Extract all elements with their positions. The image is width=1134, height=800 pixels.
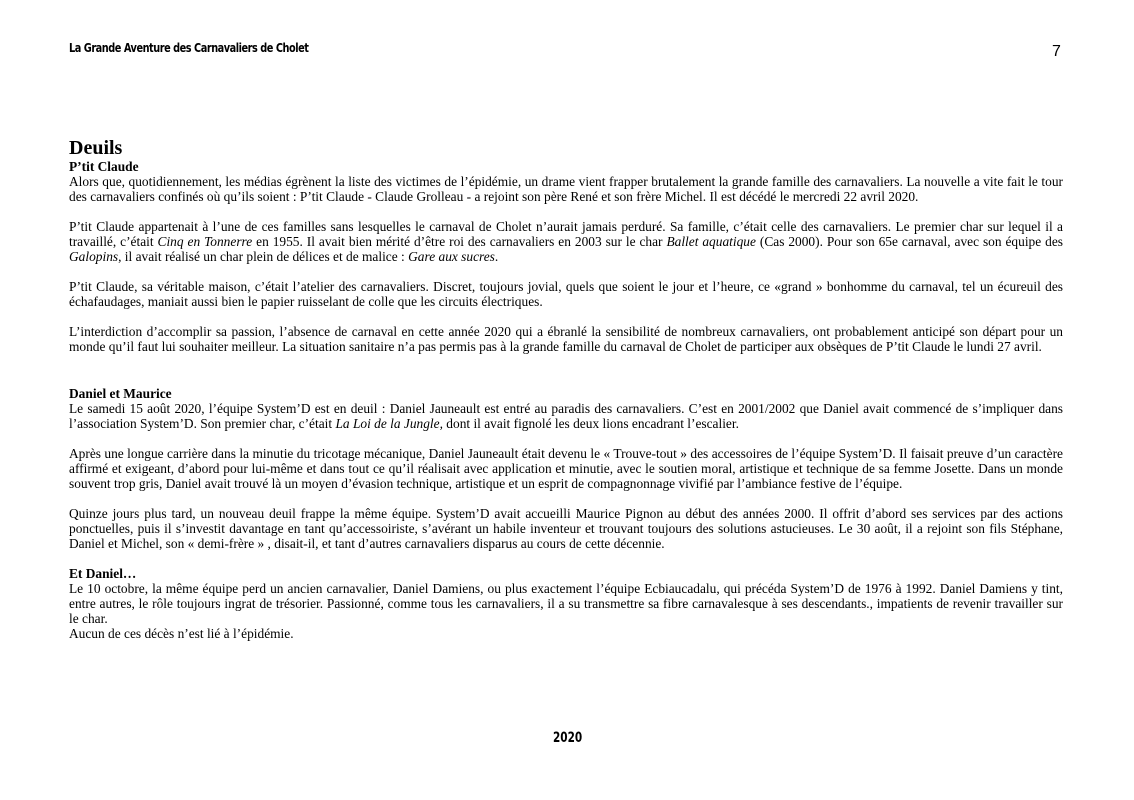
paragraph [69, 174, 1063, 204]
text-run: , il avait réalisé un char plein de délices et de malice : [118, 249, 409, 264]
text-run: L’interdiction d’accomplir sa passion, l’absence de carnaval en cette année 2020 qui a ébranlé la sensibilité de nombreux carnavaliers, ont probablement anticipé son départ pour un monde qu’il faut lui souhaiter meilleur. La situation sanitaire n’a pas permis pas à la grande famille du carnaval de Cholet de participer aux obsèques de P’tit Claude le lundi 27 avril. [69, 324, 1063, 354]
text-run: . [494, 249, 499, 264]
text-run: Le 10 octobre, la même équipe perd un ancien carnavalier, Daniel Damiens, ou plus exactement l’équipe Ecbiaucadalu, qui précéda System’D de 1976 à 1992. Daniel Damiens y tint, entre autres, le rôle toujours ingrat de trésorier. Passionné, comme tous les carnavaliers, il a su transmettre sa fibre carnavalesque à ses descendants., impatients de revenir travailler sur le char. [69, 581, 1063, 626]
paragraph [69, 401, 1063, 431]
italic-title: Cinq en Tonnerre [157, 234, 253, 249]
section-daniel-et-maurice [69, 386, 1063, 551]
paragraph [69, 581, 1063, 626]
italic-title: Galopins [69, 249, 119, 264]
text-run: Alors que, quotidiennement, les médias égrènent la liste des victimes de l’épidémie, un drame vient frapper brutalement la grande famille des carnavaliers. La nouvelle a vite fait le tour des carnavaliers confinés où qu’ils soient : P’tit Claude - Claude Grolleau - a rejoint son père René et son frère Michel. Il est décédé le mercredi 22 avril 2020. [69, 174, 1063, 204]
page-number: 7 [1052, 43, 1061, 60]
text-run: P’tit Claude appartenait à l’une de ces familles sans lesquelles le carnaval de Cholet n’aurait jamais perduré. Sa famille, c’était celle des carnavaliers. Le premier char sur lequel il a travaillé, c’était [69, 219, 1063, 249]
section-ptit-claude [69, 159, 1063, 354]
section-heading: Daniel et Maurice [69, 386, 172, 401]
text-run: en 1955. Il avait bien mérité d’être roi des carnavaliers en 2003 sur le char [252, 234, 667, 249]
section-heading: Et Daniel… [69, 566, 137, 581]
footer-year: 2020 [553, 730, 583, 746]
italic-title: Ballet aquatique [666, 234, 756, 249]
text-run: Le samedi 15 août 2020, l’équipe System’D est en deuil : Daniel Jauneault est entré au paradis des carnavaliers. C’est en 2001/2002 que Daniel avait commencé de s’impliquer dans l’association System’D. Son premier char, c’était [69, 401, 1063, 431]
paragraph [69, 446, 1063, 491]
section-heading: P’tit Claude [69, 159, 139, 174]
text-run: Quinze jours plus tard, un nouveau deuil frappe la même équipe. System’D avait accueilli Maurice Pignon au début des années 2000. Il offrit d’abord ses services par des actions ponctuelles, puis il s’investit davantage en tant qu’accessoiriste, s’avérant un habile inventeur et trouvant toujours des solutions astucieuses. Le 30 août, il a rejoint son fils Stéphane, Daniel et Michel, son « demi-frère » , disait-il, et tant d’autres carnavaliers disparus au cours de cette décennie. [69, 506, 1063, 551]
text-run: P’tit Claude, sa véritable maison, c’était l’atelier des carnavaliers. Discret, toujours jovial, quels que soient le jour et l’heure, ce «grand » bonhomme du carnaval, tel un écureuil des échafaudages, maniait aussi bien le papier ruisselant de colle que les circuits électriques. [69, 279, 1063, 309]
closing-line: Aucun de ces décès n’est lié à l’épidémie. [69, 626, 294, 641]
article-body [69, 138, 1063, 656]
text-run: (Cas 2000). Pour son 65e carnaval, avec son équipe des [755, 234, 1063, 249]
paragraph [69, 279, 1063, 309]
section-et-daniel [69, 566, 1063, 641]
running-header-title: La Grande Aventure des Carnavaliers de Cholet [69, 40, 309, 55]
text-run: Après une longue carrière dans la minutie du tricotage mécanique, Daniel Jauneault était devenu le « Trouve-tout » des accessoires de l’équipe System’D. Il faisait preuve d’un caractère affirmé et exigeant, d’abord pour lui-même et dans tout ce qu’il réalisait avec application et minutie, avec le soutien moral, artistique et technique de sa femme Josette. Dans un monde souvent trop gris, Daniel avait trouvé là un moyen d’évasion technique, artistique et un esprit de compagnonnage vivifié par l’ambiance festive de l’équipe. [69, 446, 1063, 491]
italic-title: La Loi de la Jungle, [335, 416, 443, 431]
text-run: dont il avait fignolé les deux lions encadrant l’escalier. [442, 416, 739, 431]
paragraph [69, 506, 1063, 551]
article-title: Deuils [69, 137, 123, 159]
paragraph [69, 324, 1063, 354]
italic-title: Gare aux sucres [408, 249, 495, 264]
paragraph [69, 219, 1063, 264]
